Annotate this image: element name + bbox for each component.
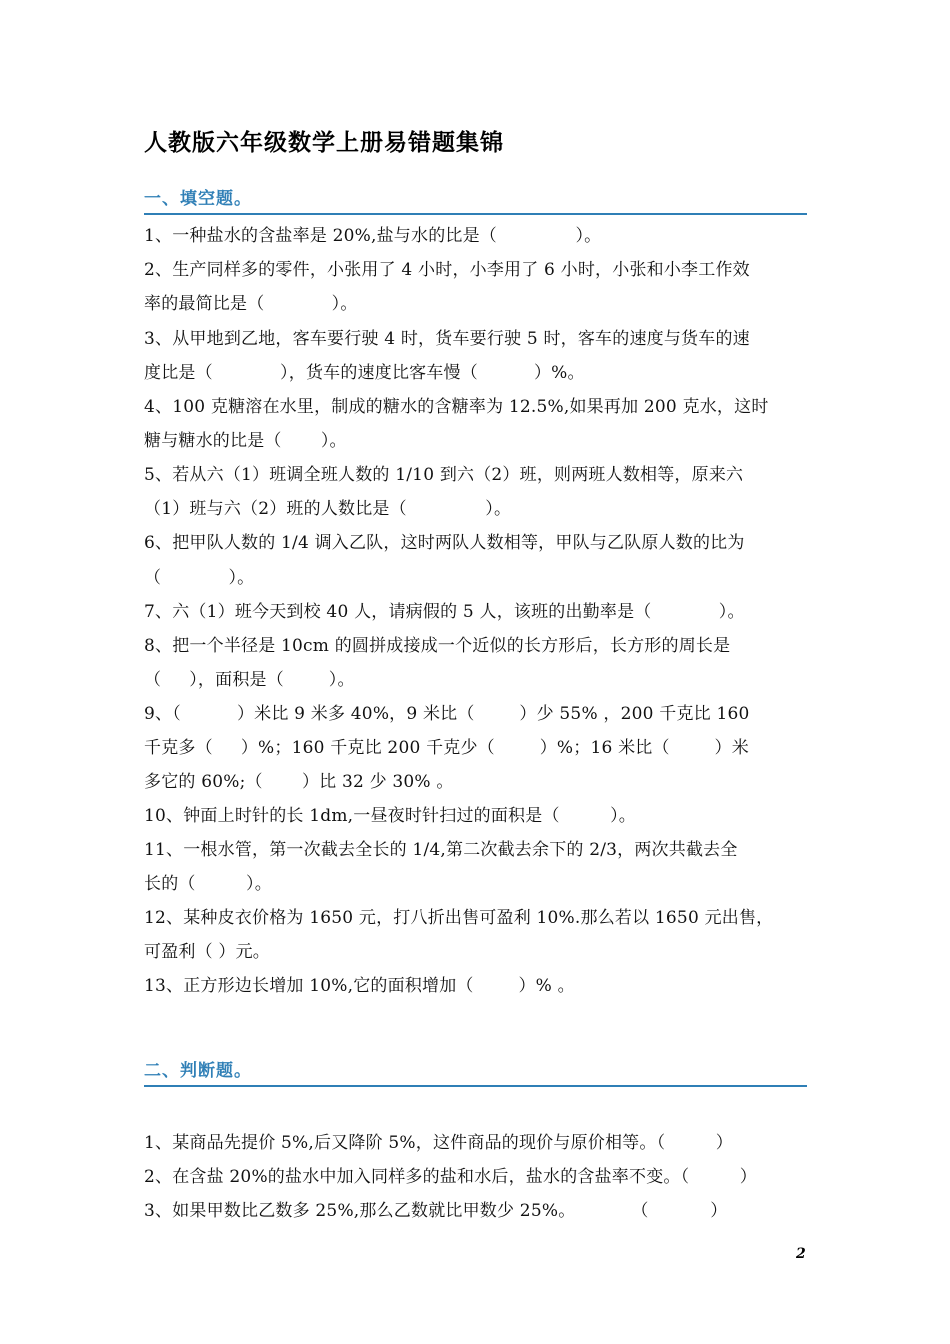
question-line: 糖与糖水的比是（ ）。 xyxy=(144,431,347,451)
question-line: 可盈利（ ）元。 xyxy=(144,942,271,962)
question-line: 8、把一个半径是 10cm 的圆拼成接成一个近似的长方形后，长方形的周长是 xyxy=(144,636,731,656)
question-line: 千克多（ ）%；160 千克比 200 千克少（ ）%；16 米比（ ）米 xyxy=(144,738,749,758)
question-line: 4、100 克糖溶在水里，制成的糖水的含糖率为 12.5%,如果再加 200 克水，这时 xyxy=(144,397,769,417)
question-line: 12、某种皮衣价格为 1650 元，打八折出售可盈利 10%.那么若以 1650 元出售， xyxy=(144,908,774,928)
question-line: 2、在含盐 20%的盐水中加入同样多的盐和水后，盐水的含盐率不变。（ ） xyxy=(144,1167,757,1187)
section-divider xyxy=(144,213,807,215)
section-heading-true-false xyxy=(144,1056,807,1087)
section-heading-fill-in xyxy=(144,184,807,215)
question-line: 5、若从六（1）班调全班人数的 1/10 到六（2）班，则两班人数相等，原来六 xyxy=(144,465,744,485)
question-line: 多它的 60%;（ ）比 32 少 30% 。 xyxy=(144,772,454,792)
section-title: 一、填空题。 xyxy=(144,189,252,209)
question-line: （ ）。 xyxy=(144,568,255,588)
question-line: 13、正方形边长增加 10%,它的面积增加（ ）% 。 xyxy=(144,976,575,996)
question-line: 长的（ ）。 xyxy=(144,874,272,894)
question-line: 9、（ ）米比 9 米多 40%，9 米比（ ）少 55% ，200 千克比 160 xyxy=(144,704,750,724)
question-line: 11、一根水管，第一次截去全长的 1/4,第二次截去余下的 2/3，两次共截去全 xyxy=(144,840,738,860)
question-line: 1、某商品先提价 5%,后又降阶 5%，这件商品的现价与原价相等。（ ） xyxy=(144,1133,733,1153)
question-line: 度比是（ ），货车的速度比客车慢（ ）%。 xyxy=(144,363,585,383)
question-line: （ ），面积是（ ）。 xyxy=(144,670,355,690)
question-line: （1）班与六（2）班的人数比是（ ）。 xyxy=(144,499,512,519)
question-line: 1、一种盐水的含盐率是 20%,盐与水的比是（ ）。 xyxy=(144,226,602,246)
section-title: 二、判断题。 xyxy=(144,1061,252,1081)
document-title: 人教版六年级数学上册易错题集锦 xyxy=(144,129,504,156)
question-line: 6、把甲队人数的 1/4 调入乙队，这时两队人数相等，甲队与乙队原人数的比为 xyxy=(144,533,745,553)
question-line: 率的最简比是（ ）。 xyxy=(144,294,358,314)
question-line: 3、从甲地到乙地，客车要行驶 4 时，货车要行驶 5 时，客车的速度与货车的速 xyxy=(144,329,750,349)
question-line: 10、钟面上时针的长 1dm,一昼夜时针扫过的面积是（ ）。 xyxy=(144,806,636,826)
question-line: 2、生产同样多的零件，小张用了 4 小时，小李用了 6 小时，小张和小李工作效 xyxy=(144,260,750,280)
section-divider xyxy=(144,1085,807,1087)
page-number: 2 xyxy=(796,1246,806,1262)
question-line: 7、六（1）班今天到校 40 人，请病假的 5 人，该班的出勤率是（ ）。 xyxy=(144,602,745,622)
question-line: 3、如果甲数比乙数多 25%,那么乙数就比甲数少 25%。 （ ） xyxy=(144,1201,728,1221)
